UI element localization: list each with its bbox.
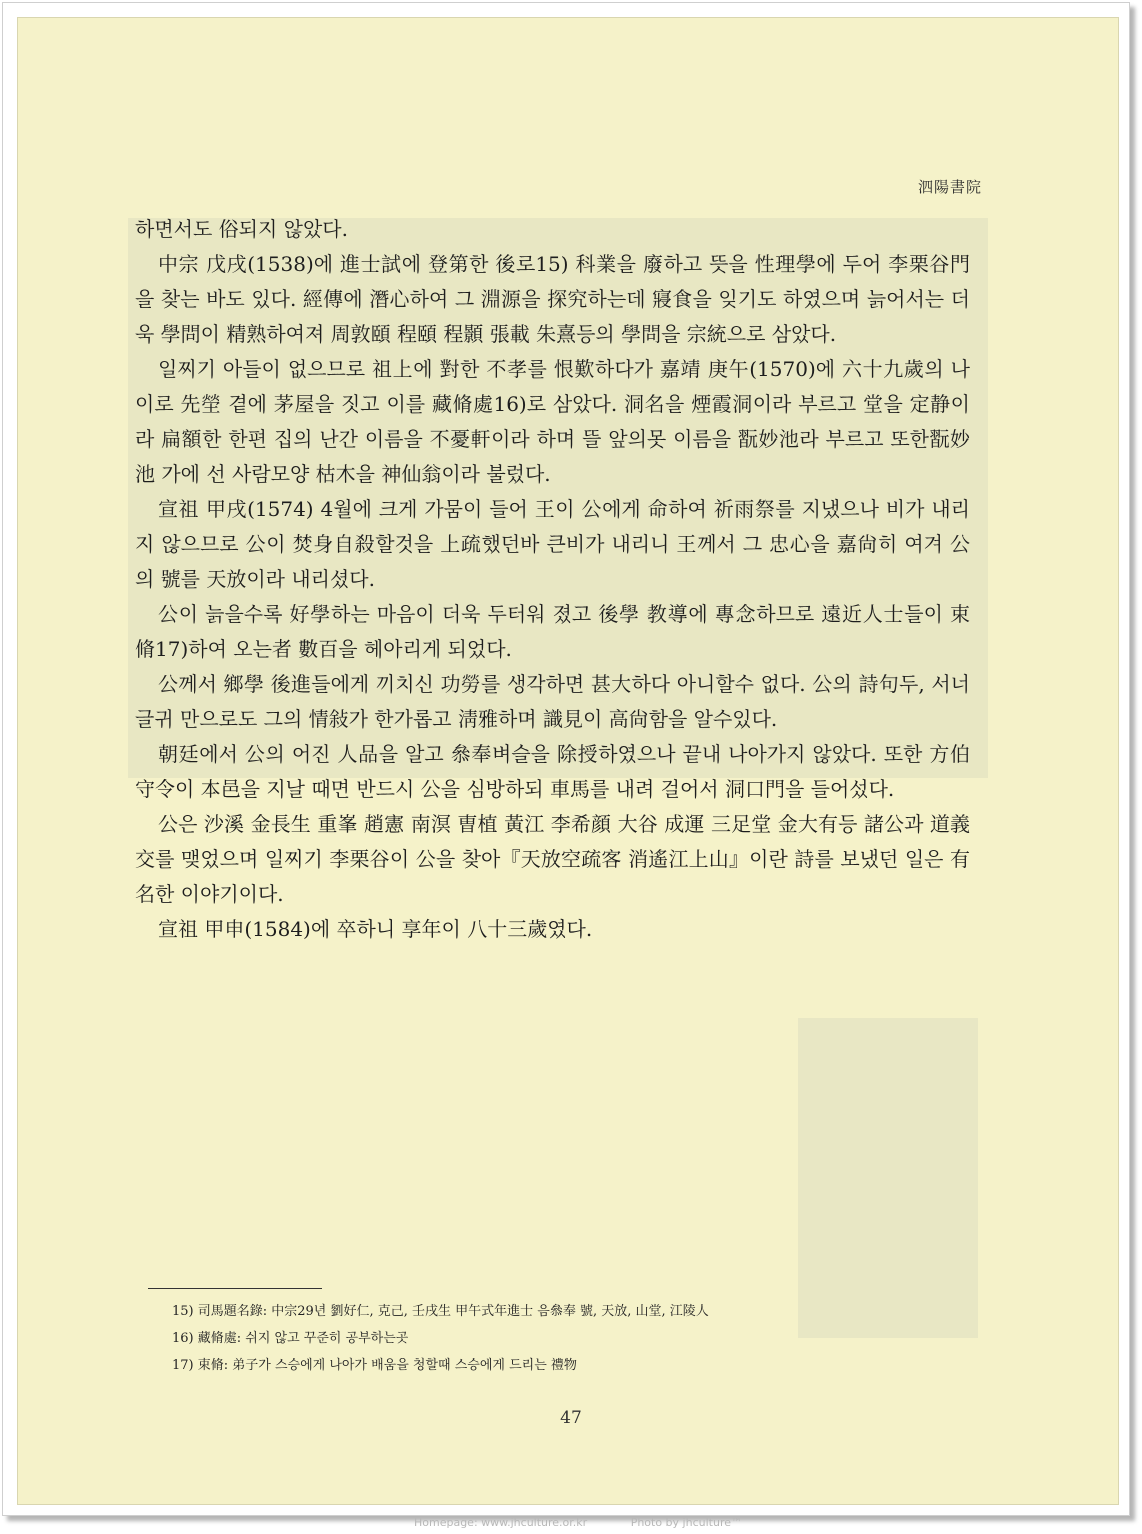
paragraph: 宣祖 甲申(1584)에 卒하니 享年이 八十三歲였다. xyxy=(158,917,593,941)
paragraph: 公이 늙을수록 好學하는 마음이 더욱 두터워 졌고 後學 教導에 專念하므로 遠近人士들이 束脩17)하여 오는者 數百을 헤아리게 되었다. xyxy=(135,602,970,661)
paragraph: 일찌기 아들이 없으므로 祖上에 對한 不孝를 恨歎하다가 嘉靖 庚午(1570)에 六十九歲의 나이로 先塋 곁에 茅屋을 짓고 이를 藏脩處16)로 삼았다. 洞名을 煙霞洞이라 부르고 堂을 定静이라 扁額한 한편 집의 난간 이름을 不憂軒이라 하며 뜰 앞의못 이름을 翫妙池라 부르고 또한翫妙池 가에 선 사람모양 枯木을 神仙翁이라 불렀다. xyxy=(135,357,970,486)
footnote-16: 16) 藏脩處: 쉬지 않고 꾸준히 공부하는곳 xyxy=(172,1331,409,1346)
paragraph: 公은 沙溪 金長生 重峯 趙憲 南溟 曺植 黃江 李希顔 大谷 成運 三足堂 金大有등 諸公과 道義交를 맺었으며 일찌기 李栗谷이 公을 찾아『天放空疏客 消遙江上山』이란 詩를 보냈던 일은 有名한 이야기이다. xyxy=(135,812,970,906)
paragraph: 中宗 戊戌(1538)에 進士試에 登第한 後로15) 科業을 廢하고 뜻을 性理學에 두어 李栗谷門을 찾는 바도 있다. 經傳에 潛心하여 그 淵源을 探究하는데 寢食을 잊기도 하였으며 늙어서는 더욱 學問이 精熟하여져 周敦頤 程頤 程顥 張載 朱熹등의 學問을 宗統으로 삼았다. xyxy=(135,252,970,346)
homepage-credit: Homepage: www.jhculture.or.kr xyxy=(413,1516,588,1529)
paragraph: 宣祖 甲戌(1574) 4월에 크게 가뭄이 들어 王이 公에게 命하여 祈雨祭를 지냈으나 비가 내리지 않으므로 公이 焚身自殺할것을 上疏했던바 큰비가 내리니 王께서 그 忠心을 嘉尙히 여겨 公의 號를 天放이라 내리셨다. xyxy=(135,497,970,591)
page-shading-lower xyxy=(798,1018,978,1338)
paragraph: 公께서 鄉學 後進들에게 끼치신 功勞를 생각하면 甚大하다 아니할수 없다. 公의 詩句두, 서너 글귀 만으로도 그의 情敍가 한가롭고 淸雅하며 識見이 高尙함을 알수있다. xyxy=(135,672,970,731)
footnote-15: 15) 司馬題名錄: 中宗29년 劉好仁, 克己, 壬戌生 甲午式年進士 음叅奉 號, 天放, 山堂, 江陵人 xyxy=(172,1304,709,1319)
paragraph: 朝廷에서 公의 어진 人品을 알고 叅奉벼슬을 除授하였으나 끝내 나아가지 않았다. 또한 方伯 守令이 本邑을 지날 때면 반드시 公을 심방하되 車馬를 내려 걸어서 洞口門을 들어섰다. xyxy=(135,742,970,801)
photo-credit xyxy=(414,1516,742,1529)
running-header: 泗陽書院 xyxy=(917,178,982,196)
footnote-17: 17) 束脩: 弟子가 스승에게 나아가 배움을 청할때 스승에게 드리는 禮物 xyxy=(172,1358,577,1373)
paragraph: 하면서도 俗되지 않았다. xyxy=(135,217,348,241)
body-text xyxy=(135,212,970,947)
footnote-divider xyxy=(148,1288,322,1289)
photographer-credit: Photo by jhculture™ xyxy=(630,1516,742,1529)
footnotes xyxy=(172,1298,932,1379)
page-number: 47 xyxy=(560,1408,582,1428)
